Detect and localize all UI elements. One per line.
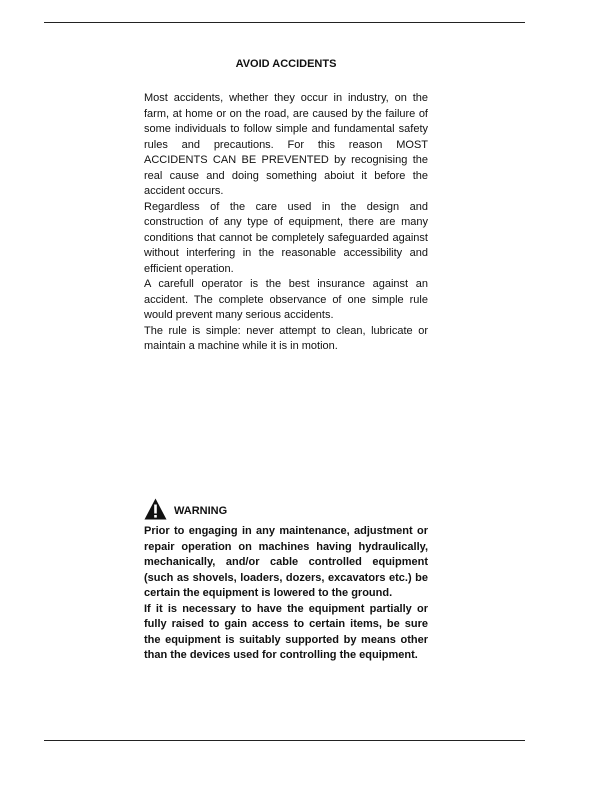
warning-text-block [144, 524, 428, 664]
paragraph-careful-operator: A carefull operator is the best insurance against an accident. The complete observance of one simple rule would prevent many serious accidents. [144, 278, 428, 321]
page-title: AVOID ACCIDENTS [235, 58, 337, 70]
warning-header [144, 494, 428, 520]
warning-title: WARNING [174, 505, 228, 517]
warning-triangle-icon [144, 498, 167, 520]
paragraph-simple-rule: The rule is simple: never attempt to clean, lubricate or maintain a machine while it is in motion. [144, 324, 428, 352]
paragraph-most-accidents: Most accidents, whether they occur in industry, on the farm, at home or on the road, are caused by the failure of some individuals to follow simple and fundamental safety rules and precautions. For this reason MOST ACCIDENTS CAN BE PREVENTED by recognising the real cause and doing something aboiut it before the accident occurs. [144, 92, 428, 197]
top-rule [44, 22, 525, 23]
paragraph-equipment-design: Regardless of the care used in the design and construction of any type of equipment, there are many conditions that cannot be completely safeguarded against without interfering in the reasonable accessibility and efficient operation. [144, 200, 428, 275]
warning-paragraph-lower-equipment: Prior to engaging in any maintenance, adjustment or repair operation on machines having hydraulically, mechanically, and/or cable controlled equipment (such as shovels, loaders, dozers, excavators etc.) be certain the equipment is lowered to the ground. [144, 525, 428, 599]
accident-text-block [144, 91, 428, 355]
bottom-rule [44, 740, 525, 741]
warning-paragraph-support-equipment: If it is necessary to have the equipment partially or fully raised to gain access to certain items, be sure the equipment is suitably supported by means other than the devices used for controlling the equipment. [144, 602, 428, 661]
